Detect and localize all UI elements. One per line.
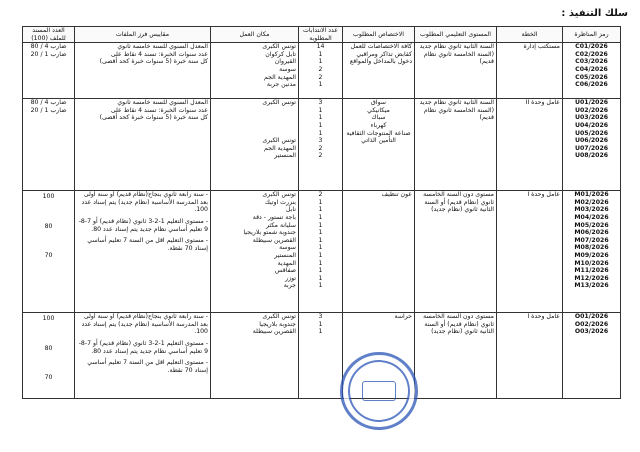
code: M01/2026 <box>574 191 609 199</box>
place: المنستير <box>274 251 296 259</box>
place: نابل <box>285 206 296 214</box>
code: C04/2026 <box>575 65 608 73</box>
criteria-text: - مستوى التعليم 1-2-3 ثانوي (نظام قديم) أو 7-8-9 تعليم أساسي نظام جديد يتم إسناد عدد 80. <box>78 339 208 355</box>
code: M10/2026 <box>574 259 609 267</box>
place: المهدية <box>277 259 296 267</box>
code: M03/2026 <box>574 206 609 214</box>
count: 1 <box>318 121 323 129</box>
code: U01/2026 <box>574 99 609 107</box>
code: U04/2026 <box>574 121 609 129</box>
place: سوسة <box>279 244 296 252</box>
count: 14 <box>316 43 325 51</box>
criteria-cell <box>75 43 211 99</box>
code: C02/2026 <box>575 50 608 58</box>
code-cell <box>563 313 621 399</box>
header-criteria: مقاييس فرز الملفات <box>75 27 211 43</box>
plan-cell: عامل وحدة I <box>497 191 563 313</box>
criteria-text: كل سنة خبرة (5 سنوات خبرة كحد أقصى) <box>99 114 208 122</box>
criteria-cell <box>75 99 211 191</box>
code: O01/2026 <box>574 313 609 321</box>
place: سوسة <box>279 65 296 73</box>
place: تونس الكبرى <box>262 99 296 107</box>
code: M07/2026 <box>574 236 609 244</box>
code: O03/2026 <box>574 328 609 336</box>
count: 1 <box>318 328 323 336</box>
code: C01/2026 <box>575 43 608 51</box>
specialty-cell: كافة الاختصاصات للعمل كقابض تذاكر ومراقبي دخول بالمداخل والمواقع <box>343 43 415 99</box>
count: 1 <box>318 267 323 275</box>
group-row-guard <box>23 313 621 399</box>
header-specialty: الاختصاص المطلوب <box>343 27 415 43</box>
specialty: صناعة المنتوجات الثقافية <box>346 129 411 137</box>
place: مدنين جربة <box>266 81 296 89</box>
count: 2 <box>318 65 323 73</box>
points: ضارب 1 / 20 <box>30 50 67 58</box>
code: U06/2026 <box>574 137 609 145</box>
criteria-text: - سنة رابعة ثانوي بنجاح(نظام قديم) أو سنة أولى بعد المدرسة الأساسية (نظام جديد) يتم إسناد عدد 100. <box>81 313 208 336</box>
count: 2 <box>318 73 323 81</box>
place: القصرين سبيطلة <box>252 328 296 336</box>
specialty: التأمين الذاتي <box>361 137 396 145</box>
place: باجة تستور - دقة <box>252 213 296 221</box>
header-row <box>23 27 621 43</box>
count-cell <box>299 43 343 99</box>
section-heading: سلك التنفيذ : <box>561 8 628 19</box>
count: 1 <box>318 259 323 267</box>
points: 100 <box>42 193 55 201</box>
count: 1 <box>318 213 323 221</box>
points: ضارب 4 / 80 <box>30 43 67 51</box>
code: M09/2026 <box>574 251 609 259</box>
count: 1 <box>318 236 323 244</box>
criteria-text: - مستوى التعليم اقل من السنة 7 تعليم أساسي إسناد 70 نقطة. <box>87 359 208 374</box>
place: صفاقس <box>274 267 296 275</box>
workplace-cell <box>211 313 299 399</box>
code: M04/2026 <box>574 213 609 221</box>
group-row-unit2 <box>23 99 621 191</box>
criteria-text: كل سنة خبرة (5 سنوات خبرة كحد أقصى) <box>99 58 208 66</box>
count: 1 <box>318 81 323 89</box>
place: تونس الكبرى <box>262 43 296 51</box>
specialty: سواق <box>371 99 386 107</box>
place: سليانة مكثر <box>265 221 296 229</box>
count-cell <box>299 191 343 313</box>
code: M13/2026 <box>574 282 609 290</box>
points: 70 <box>44 374 53 382</box>
plan-cell: مستكتب إدارة <box>497 43 563 99</box>
count: 1 <box>318 198 323 206</box>
points-cell <box>23 191 75 313</box>
code: O02/2026 <box>574 320 609 328</box>
header-points: العدد المسند للملف (100) <box>23 27 75 43</box>
count: 1 <box>318 274 323 282</box>
place: تونس الكبرى <box>262 137 296 145</box>
place: تونس الكبرى <box>262 313 296 321</box>
count: 1 <box>318 244 323 252</box>
recruitment-table <box>22 26 621 399</box>
points-cell <box>23 313 75 399</box>
count: 1 <box>318 58 323 66</box>
points-cell <box>23 99 75 191</box>
header-plan: الخطة <box>497 27 563 43</box>
criteria-text: المعدل السنوي للسنة خامسة ثانوي <box>117 43 208 51</box>
code: M12/2026 <box>574 274 609 282</box>
points: ضارب 4 / 80 <box>30 99 67 107</box>
place: جربة <box>283 282 296 290</box>
workplace-cell <box>211 191 299 313</box>
place: توزر <box>285 274 296 282</box>
count: 1 <box>318 106 323 114</box>
level-text: (السنة الخامسة ثانوي نظام قديم) <box>423 106 494 122</box>
count: 2 <box>318 191 323 199</box>
code: C03/2026 <box>575 58 608 66</box>
count: 3 <box>318 99 323 107</box>
code: U07/2026 <box>574 144 609 152</box>
points-cell <box>23 43 75 99</box>
count: 1 <box>318 50 323 58</box>
code: U08/2026 <box>574 152 609 160</box>
level-cell: مستوى دون السنة الخامسة ثانوي (نظام قديم) أو السنة الثانية ثانوي (نظام جديد) <box>415 191 497 313</box>
place: جندوبة بلاريجيا <box>259 320 296 328</box>
plan-cell: عامل وحدة I <box>497 313 563 399</box>
level-text: السنة الثانية ثانوي نظام جديد <box>419 99 494 107</box>
level-cell <box>415 99 497 191</box>
place: بنزرت اوتيك <box>264 198 296 206</box>
criteria-text: - مستوى التعليم اقل من السنة 7 تعليم أساسي إسناد 70 نقطة. <box>87 237 208 252</box>
group-row-cleaning <box>23 191 621 313</box>
plan-cell: عامل وحدة II <box>497 99 563 191</box>
count: 2 <box>318 144 323 152</box>
specialty: ميكانيكي <box>367 106 390 114</box>
criteria-text: المعدل السنوي للسنة خامسة ثانوي <box>117 99 208 107</box>
workplace-cell <box>211 99 299 191</box>
place: تابل كركوان <box>265 50 296 58</box>
stamp-center <box>362 381 396 401</box>
criteria-text: - مستوى التعليم 1-2-3 ثانوي (نظام قديم) أو 7-8-9 تعليم أساسي نظام جديد يتم إسناد عدد 80. <box>78 217 208 233</box>
count: 1 <box>318 114 323 122</box>
place: جندوبة شمتو بلاريجيا <box>243 229 296 237</box>
level-text: (السنة الخامسة ثانوي نظام قديم) <box>423 50 494 66</box>
code: M08/2026 <box>574 244 609 252</box>
code: C06/2026 <box>575 81 608 89</box>
criteria-text: - سنة رابعة ثانوي بنجاح(نظام قديم) أو سنة أولى بعد المدرسة الأساسية (نظام جديد) يتم إسناد عدد 100. <box>81 191 208 214</box>
count: 2 <box>318 152 323 160</box>
place: المهدية الجم <box>263 144 296 152</box>
code: C05/2026 <box>575 73 608 81</box>
points: 70 <box>44 252 53 260</box>
place: القيروان <box>274 58 296 66</box>
count: 1 <box>318 251 323 259</box>
count: 1 <box>318 221 323 229</box>
code-cell <box>563 99 621 191</box>
code-cell <box>563 43 621 99</box>
code: U02/2026 <box>574 106 609 114</box>
header-count: عدد الانتدابات المطلوبة <box>299 27 343 43</box>
header-code: رمز المناظرة <box>563 27 621 43</box>
level-cell: مستوى دون السنة الخامسة ثانوي (نظام قديم) أو السنة الثانية ثانوي (نظام جديد) <box>415 313 497 399</box>
specialty-cell <box>343 99 415 191</box>
count-cell <box>299 99 343 191</box>
count-cell <box>299 313 343 399</box>
specialty: كهرباء <box>370 121 387 129</box>
specialty-cell: حراسة <box>343 313 415 399</box>
code: M11/2026 <box>574 267 609 275</box>
place: المهدية الجم <box>263 73 296 81</box>
level-text: السنة الثانية ثانوي نظام جديد <box>419 43 494 51</box>
place: القصرين سبيطلة <box>252 236 296 244</box>
points: 100 <box>42 315 55 323</box>
count: 1 <box>318 206 323 214</box>
count: 3 <box>318 313 323 321</box>
points: 80 <box>44 222 53 230</box>
count: 1 <box>318 129 323 137</box>
workplace-cell <box>211 43 299 99</box>
code: U03/2026 <box>574 114 609 122</box>
code: U05/2026 <box>574 129 609 137</box>
points: ضارب 1 / 20 <box>30 106 67 114</box>
level-cell <box>415 43 497 99</box>
place: تونس الكبرى <box>262 191 296 199</box>
code: M06/2026 <box>574 229 609 237</box>
criteria-text: عدد سنوات الخبرة: تسند 4 نقاط على <box>110 50 208 58</box>
code: M05/2026 <box>574 221 609 229</box>
official-stamp <box>340 352 418 430</box>
criteria-cell <box>75 313 211 399</box>
code-cell <box>563 191 621 313</box>
place: المنستير <box>274 152 296 160</box>
group-row-admin <box>23 43 621 99</box>
criteria-cell <box>75 191 211 313</box>
count: 1 <box>318 320 323 328</box>
header-workplace: مكان العمل <box>211 27 299 43</box>
specialty-cell: عون تنظيف <box>343 191 415 313</box>
header-level: المستوى التعليمي المطلوب <box>415 27 497 43</box>
count: 1 <box>318 282 323 290</box>
count: 3 <box>318 137 323 145</box>
specialty: سباك <box>371 114 386 122</box>
count: 1 <box>318 229 323 237</box>
points: 80 <box>44 344 53 352</box>
code: M02/2026 <box>574 198 609 206</box>
criteria-text: عدد سنوات الخبرة: تسند 4 نقاط على <box>110 106 208 114</box>
